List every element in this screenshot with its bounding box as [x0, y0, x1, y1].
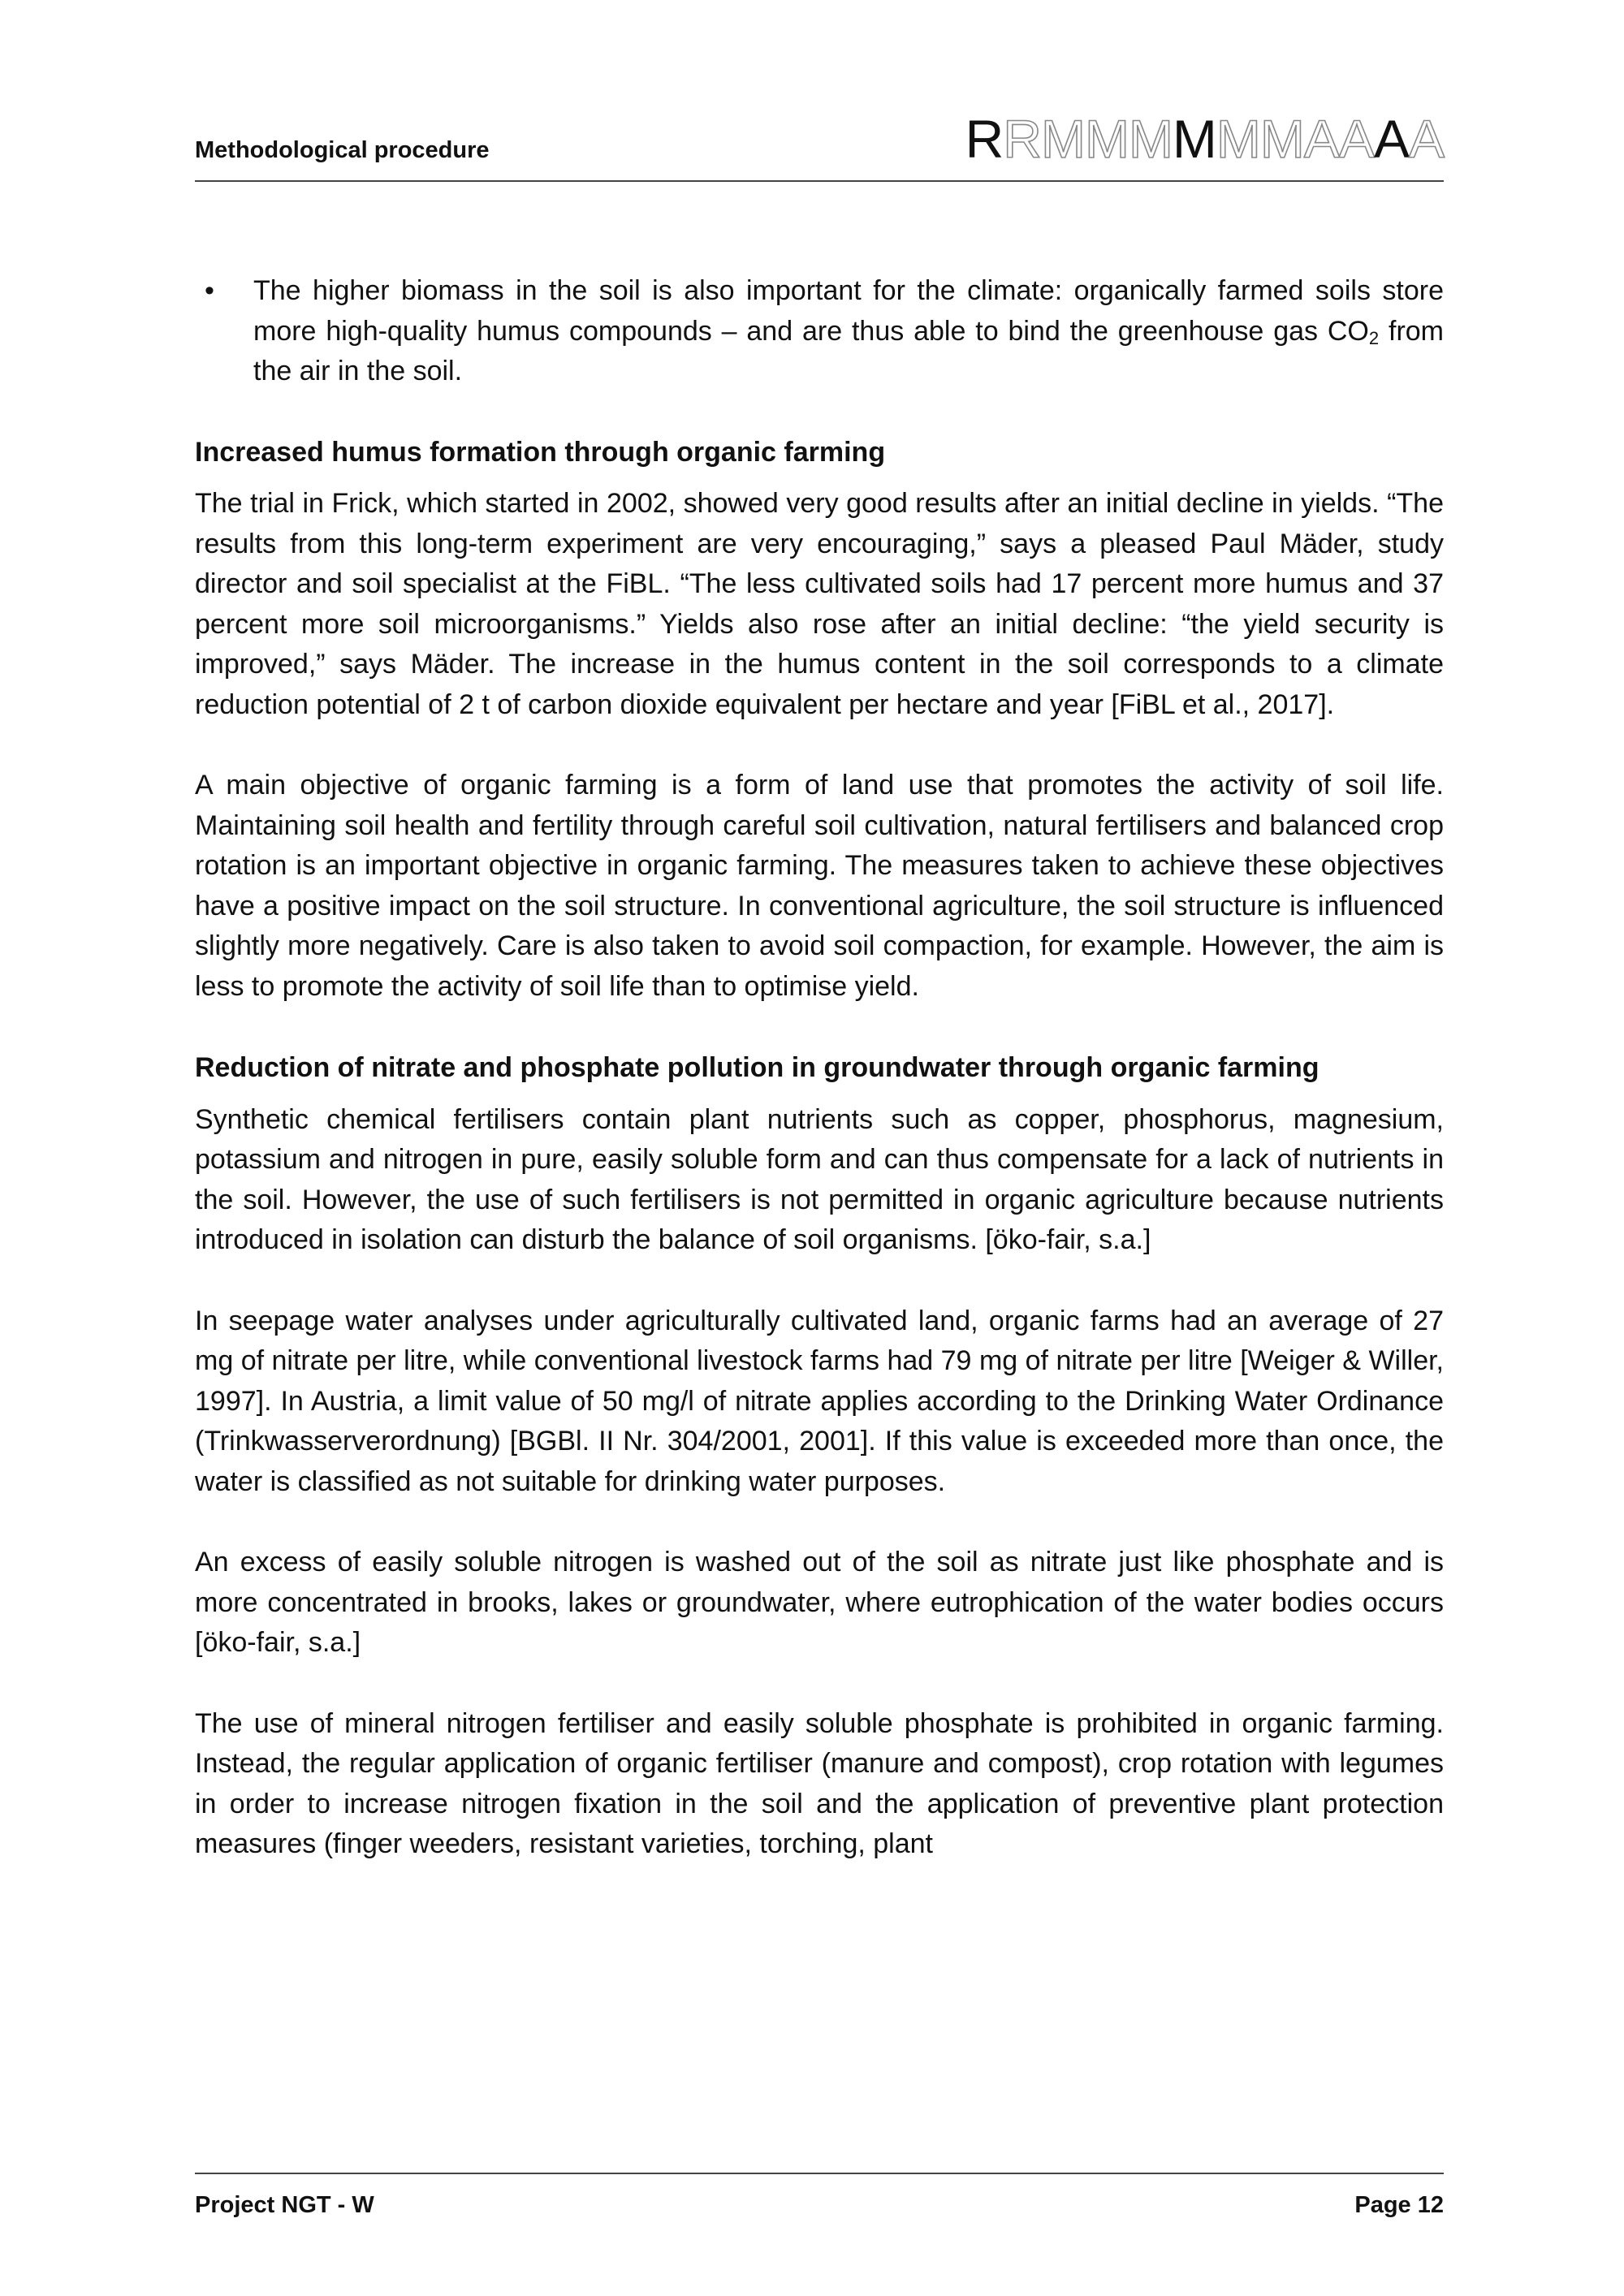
logo-letter: M	[1172, 109, 1216, 169]
header-title: Methodological procedure	[195, 137, 490, 163]
logo-letter: M	[1128, 109, 1173, 169]
logo-letter: A	[1338, 109, 1374, 169]
logo-letter: M	[1259, 109, 1304, 169]
logo-letter: A	[1303, 109, 1339, 169]
paragraph-frick-trial: The trial in Frick, which started in 2002, showed very good results after an initial decline in yields. “The results from this long-term experiment are very encouraging,” says a pleased Paul Mäder, study director and soil specialist at the FiBL. “The less cultivated soils had 17 percent more humus and 37 percent more soil microorganisms.” Yields also rose after an initial decline: “the yield security is improved,” says Mäder. The increase in the humus content in the soil corresponds to a climate reduction potential of 2 t of carbon dioxide equivalent per hectare and year [FiBL et al., 2017].	[195, 488, 1444, 720]
document-body	[195, 271, 1444, 1865]
page-header	[195, 96, 1444, 182]
logo	[965, 109, 1444, 169]
bullet-text-start: The higher biomass in the soil is also important for the climate: organically farmed soils store more high-quality humus compounds – and are thus able to bind the greenhouse gas CO	[253, 275, 1444, 347]
footer-page-number: Page 12	[1354, 2192, 1444, 2218]
bullet-text-end: from the air in the soil.	[253, 315, 1445, 386]
section-heading-nitrate: Reduction of nitrate and phosphate pollution in groundwater through organic farming	[195, 1052, 1320, 1083]
logo-letter: M	[1040, 109, 1085, 169]
logo-letter: M	[1084, 109, 1129, 169]
logo-letter: A	[1373, 109, 1409, 169]
paragraph-organic-objective: A main objective of organic farming is a form of land use that promotes the activity of soil life. Maintaining soil health and fertility through careful soil cultivation, natural fertilisers and balanced crop rotation is an important objective in organic farming. The measures taken to achieve these objectives have a positive impact on the soil structure. In conventional agriculture, the soil structure is influenced slightly more negatively. Care is also taken to avoid soil compaction, for example. However, the aim is less to promote the activity of soil life than to optimise yield.	[195, 770, 1444, 1002]
bullet-icon: •	[205, 275, 214, 306]
footer-project: Project NGT - W	[195, 2192, 374, 2218]
logo-letter: A	[1408, 109, 1444, 169]
page-footer	[195, 2173, 1444, 2218]
logo-letter: R	[965, 109, 1004, 169]
section-heading-humus: Increased humus formation through organic farming	[195, 436, 886, 468]
paragraph-synthetic-fertilisers: Synthetic chemical fertilisers contain plant nutrients such as copper, phosphorus, magnesium, potassium and nitrogen in pure, easily soluble form and can thus compensate for a lack of nutrients in the soil. However, the use of such fertilisers is not permitted in organic agriculture because nutrients introduced in isolation can disturb the balance of soil organisms. [öko-fair, s.a.]	[195, 1103, 1444, 1255]
subscript-2: 2	[1368, 327, 1380, 348]
logo-letter: R	[1003, 109, 1041, 169]
paragraph-excess-nitrogen: An excess of easily soluble nitrogen is washed out of the soil as nitrate just like phosphate and is more concentrated in brooks, lakes or groundwater, where eutrophication of the water bodies occurs [öko-fair, s.a.]	[195, 1547, 1444, 1658]
bullet-item	[195, 271, 1444, 392]
logo-letter: M	[1216, 109, 1260, 169]
paragraph-seepage-water: In seepage water analyses under agriculturally cultivated land, organic farms had an average of 27 mg of nitrate per litre, while conventional livestock farms had 79 mg of nitrate per litre [Weiger & Willer, 1997]. In Austria, a limit value of 50 mg/l of nitrate applies according to the Drinking Water Ordinance (Trinkwasserverordnung) [BGBl. II Nr. 304/2001, 2001]. If this value is exceeded more than once, the water is classified as not suitable for drinking water purposes.	[195, 1305, 1444, 1497]
paragraph-mineral-fertiliser: The use of mineral nitrogen fertiliser and easily soluble phosphate is prohibited in organic farming. Instead, the regular application of organic fertiliser (manure and compost), crop rotation with legumes in order to increase nitrogen fixation in the soil and the application of preventive plant protection measures (finger weeders, resistant varieties, torching, plant	[195, 1707, 1444, 1859]
